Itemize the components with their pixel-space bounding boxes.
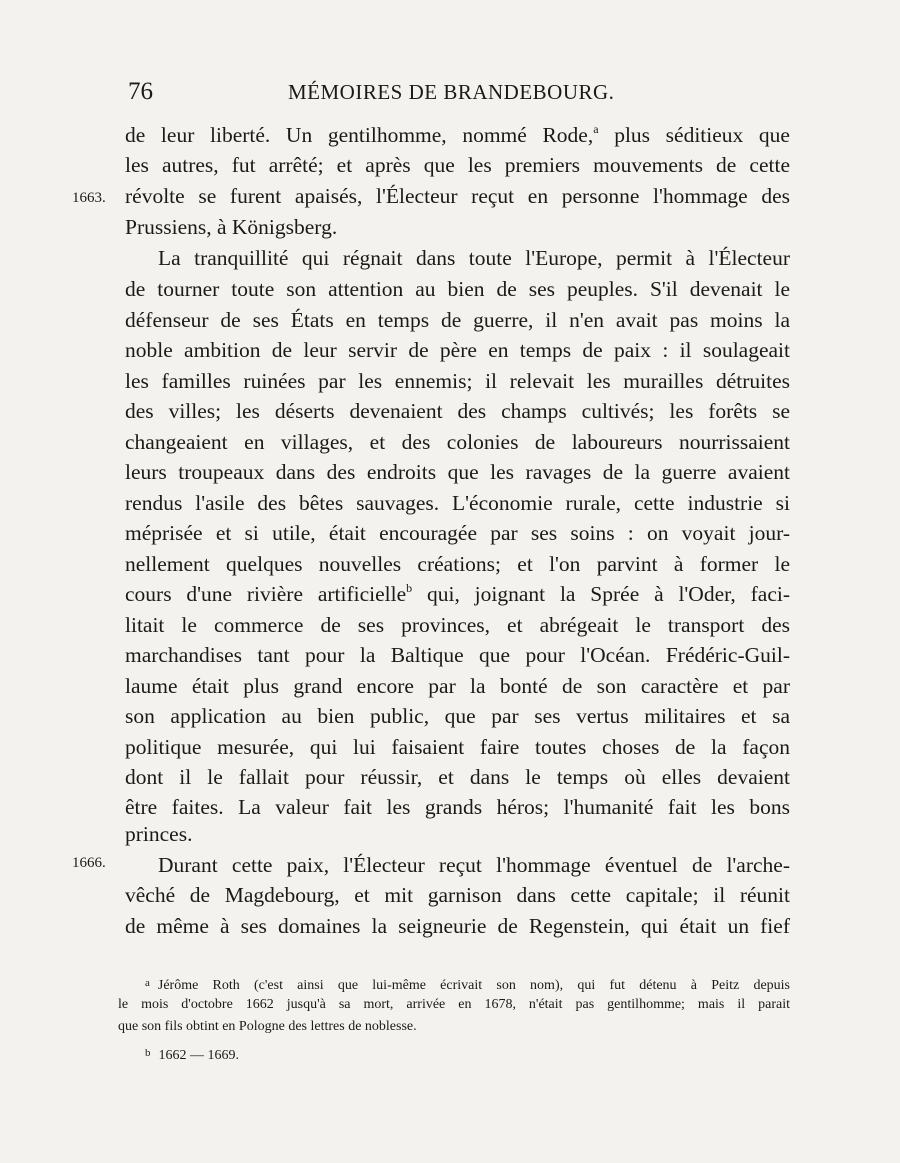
text-line: laume était plus grand encore par la bonté de son caractère et par (125, 674, 790, 698)
footnote-ref-b: b (406, 581, 413, 595)
footnote-a-line: $^a$ Jérôme Roth (c'est ainsi que lui-même écrivait son nom), qui fut détenu à Peitz depuis (145, 977, 790, 993)
text-line: des villes; les déserts devenaient des champs cultivés; les forêts se (125, 399, 790, 423)
text-line: méprisée et si utile, était encouragée par ses soins : on voyait jour- (125, 521, 790, 545)
text-line: les autres, fut arrêté; et après que les premiers mouvements de cette (125, 153, 790, 177)
footnote-marker-b: b (145, 1047, 151, 1059)
footnote-marker-a: a (145, 977, 150, 989)
text-line: politique mesurée, qui lui faisaient faire toutes choses de la façon (125, 735, 790, 759)
text-line: être faites. La valeur fait les grands héros; l'humanité fait les bons (125, 795, 790, 819)
text-line: révolte se furent apaisés, l'Électeur reçut en personne l'hommage des (125, 184, 790, 208)
text-line: de même à ses domaines la seigneurie de Regenstein, qui était un fief (125, 914, 790, 938)
margin-date-1666: 1666. (72, 855, 106, 871)
text-line: leurs troupeaux dans des endroits que les ravages de la guerre avaient (125, 460, 790, 484)
text-line: vêché de Magdebourg, et mit garnison dans cette capitale; il réunit (125, 883, 790, 907)
text-line: changeaient en villages, et des colonies de laboureurs nourrissaient (125, 430, 790, 454)
text-line: litait le commerce de ses provinces, et abrégeait le transport des (125, 613, 790, 637)
text-line: marchandises tant pour la Baltique que pour l'Océan. Frédéric-Guil- (125, 643, 790, 667)
running-title: MÉMOIRES DE BRANDEBOURG. (288, 80, 615, 104)
text-line: La tranquillité qui régnait dans toute l'Europe, permit à l'Électeur (158, 246, 790, 270)
page-header (125, 78, 790, 112)
text-line: nellement quelques nouvelles créations; et l'on parvint à former le (125, 552, 790, 576)
text-line: défenseur de ses États en temps de guerre, il n'en avait pas moins la (125, 308, 790, 332)
text-line: cours d'une rivière artificielle$^b$ qui, joignant la Sprée à l'Oder, faci- (125, 581, 790, 606)
text-line: dont il le fallait pour réussir, et dans le temps où elles devaient (125, 765, 790, 789)
footnote-ref-a: a (593, 122, 599, 136)
footnote-b-line: $^b$ 1662 — 1669. (145, 1047, 239, 1063)
footnote-a-line: que son fils obtint en Pologne des lettres de noblesse. (118, 1019, 417, 1034)
text-line: les familles ruinées par les ennemis; il relevait les murailles détruites (125, 369, 790, 393)
page-number: 76 (128, 78, 153, 105)
text-line: noble ambition de leur servir de père en temps de paix : il soulageait (125, 338, 790, 362)
text-line: de tourner toute son attention au bien de ses peuples. S'il devenait le (125, 277, 790, 301)
text-line: son application au bien public, que par ses vertus militaires et sa (125, 704, 790, 728)
text-line: Durant cette paix, l'Électeur reçut l'hommage éventuel de l'arche- (158, 853, 790, 877)
footnote-a-line: le mois d'octobre 1662 jusqu'à sa mort, arrivée en 1678, n'était pas gentilhomme; mais il parait (118, 997, 790, 1012)
text-line: rendus l'asile des bêtes sauvages. L'économie rurale, cette industrie si (125, 491, 790, 515)
text-line: de leur liberté. Un gentilhomme, nommé Rode,$^a$ plus séditieux que (125, 122, 790, 147)
text-line: Prussiens, à Königsberg. (125, 215, 338, 239)
margin-date-1663: 1663. (72, 190, 106, 206)
text-line: princes. (125, 822, 193, 846)
